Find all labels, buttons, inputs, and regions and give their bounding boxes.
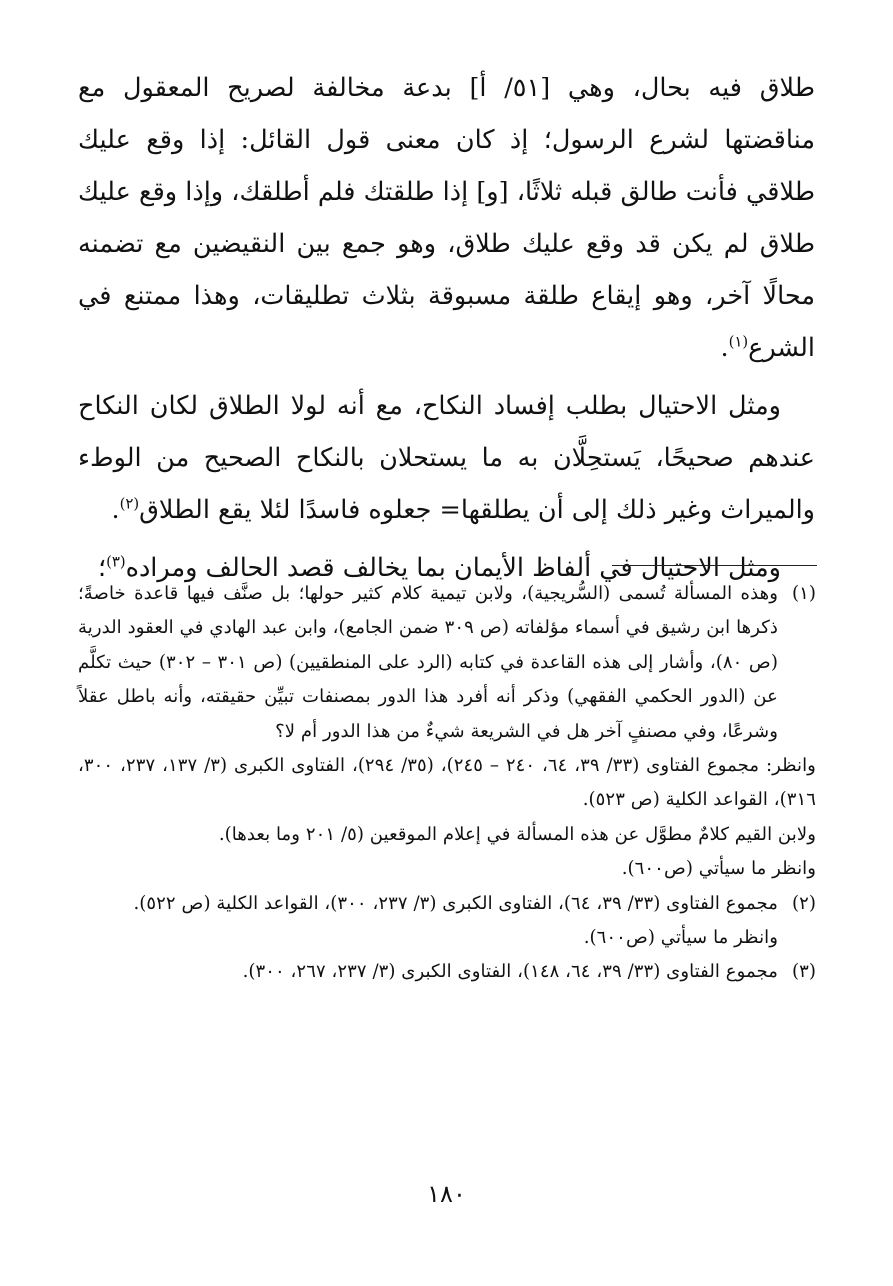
footnotes xyxy=(78,577,816,990)
paragraph-3-text: ومثل الاحتيال في ألفاظ الأيمان بما يخالف قصد الحالف ومراده xyxy=(125,553,781,583)
footnote-2-body xyxy=(78,887,778,956)
footnote-2-number: (٢) xyxy=(792,892,816,914)
footnote-1-continuation-3: وانظر ما سيأتي (ص٦٠٠). xyxy=(621,858,816,880)
footnote-2-text: مجموع الفتاوى (٣٣/ ٣٩، ٦٤)، الفتاوى الكبرى (٣/ ٢٣٧، ٣٠٠)، القواعد الكلية (ص ٥٢٢). xyxy=(133,892,778,914)
footnote-ref-3: (٣) xyxy=(106,553,126,571)
paragraph-1 xyxy=(78,62,815,374)
footnote-3-number: (٣) xyxy=(792,961,816,983)
footnote-3 xyxy=(78,955,816,989)
footnote-1-continuation-1: وانظر: مجموع الفتاوى (٣٣/ ٣٩، ٦٤، ٢٤٠ – ٢٤٥)، (٣٥/ ٢٩٤)، الفتاوى الكبرى (٣/ ١٣٧، ٢٣٧، ٣٠٠، ٣١٦)، القواعد الكلية (ص ٥٢٣). xyxy=(78,755,816,811)
footnote-2-continuation: وانظر ما سيأتي (ص٦٠٠). xyxy=(583,927,778,949)
footnote-1-number: (١) xyxy=(792,583,816,604)
paragraph-2-end: . xyxy=(111,495,120,525)
footnote-1 xyxy=(78,577,816,749)
footnote-1-text: وهذه المسألة تُسمى (السُّريجية)، ولابن تيمية كلام كثير حولها؛ بل صنَّف فيها قاعدة خاصةً؛ ذكرها ابن رشيق في أسماء مؤلفاته (ص ٣٠٩ ضمن الجامع)، وابن عبد الهادي في العقود الدرية (ص ٨٠)، وأشار إلى هذه القاعدة في كتابه (الرد على المنطقيين) (ص ٣٠١ – ٣٠٢) حيث تكلَّم عن (الدور الحكمي الفقهي) وذكر أنه أفرد هذا الدور بمصنفات تبيِّن حقيقته، وأنه باطل عقلاً وشرعًا، وفي مصنفٍ آخر هل في الشريعة شيءٌ من هذا الدور أم لا؟ xyxy=(78,583,778,742)
footnote-ref-1: (١) xyxy=(728,333,749,351)
main-text xyxy=(78,62,815,594)
footnote-separator xyxy=(612,565,817,566)
footnote-2 xyxy=(78,887,816,956)
footnote-1-continuation-2: ولابن القيم كلامٌ مطوَّل عن هذه المسألة في إعلام الموقعين (٥/ ٢٠١ وما بعدها). xyxy=(218,823,816,845)
footnote-1-body xyxy=(78,577,778,749)
footnote-3-text: مجموع الفتاوى (٣٣/ ٣٩، ٦٤، ١٤٨)، الفتاوى الكبرى (٣/ ٢٣٧، ٢٦٧، ٣٠٠). xyxy=(242,961,778,983)
paragraph-3-end: ؛ xyxy=(97,553,107,583)
footnote-3-body xyxy=(78,955,778,989)
footnote-ref-2: (٢) xyxy=(119,495,140,513)
paragraph-1-text: طلاق فيه بحال، وهي [٥١/ أ] بدعة مخالفة لصريح المعقول مع مناقضتها لشرع الرسول؛ إذ كان معنى قول القائل: إذا وقع عليك طلاقي فأنت طالق قبله ثلاثًا، [و] إذا طلقتك فلم أطلقك، وإذا وقع عليك طلاق لم يكن قد وقع عليك طلاق، وهو جمع بين النقيضين مع تضمنه محالًا آخر، وهو إيقاع طلقة مسبوقة بثلاث تطليقات، وهذا ممتنع في الشرع xyxy=(78,73,815,363)
paragraph-2 xyxy=(78,380,815,536)
paragraph-2-text: ومثل الاحتيال بطلب إفساد النكاح، مع أنه لولا الطلاق لكان النكاح عندهم صحيحًا، يَستحِلَّان به ما يستحلان بالنكاح الصحيح من الوطء والميراث وغير ذلك إلى أن يطلقها= جعلوه فاسدًا لئلا يقع الطلاق xyxy=(78,391,815,525)
page-number: ١٨٠ xyxy=(427,1180,466,1208)
paragraph-1-end: . xyxy=(720,333,729,363)
